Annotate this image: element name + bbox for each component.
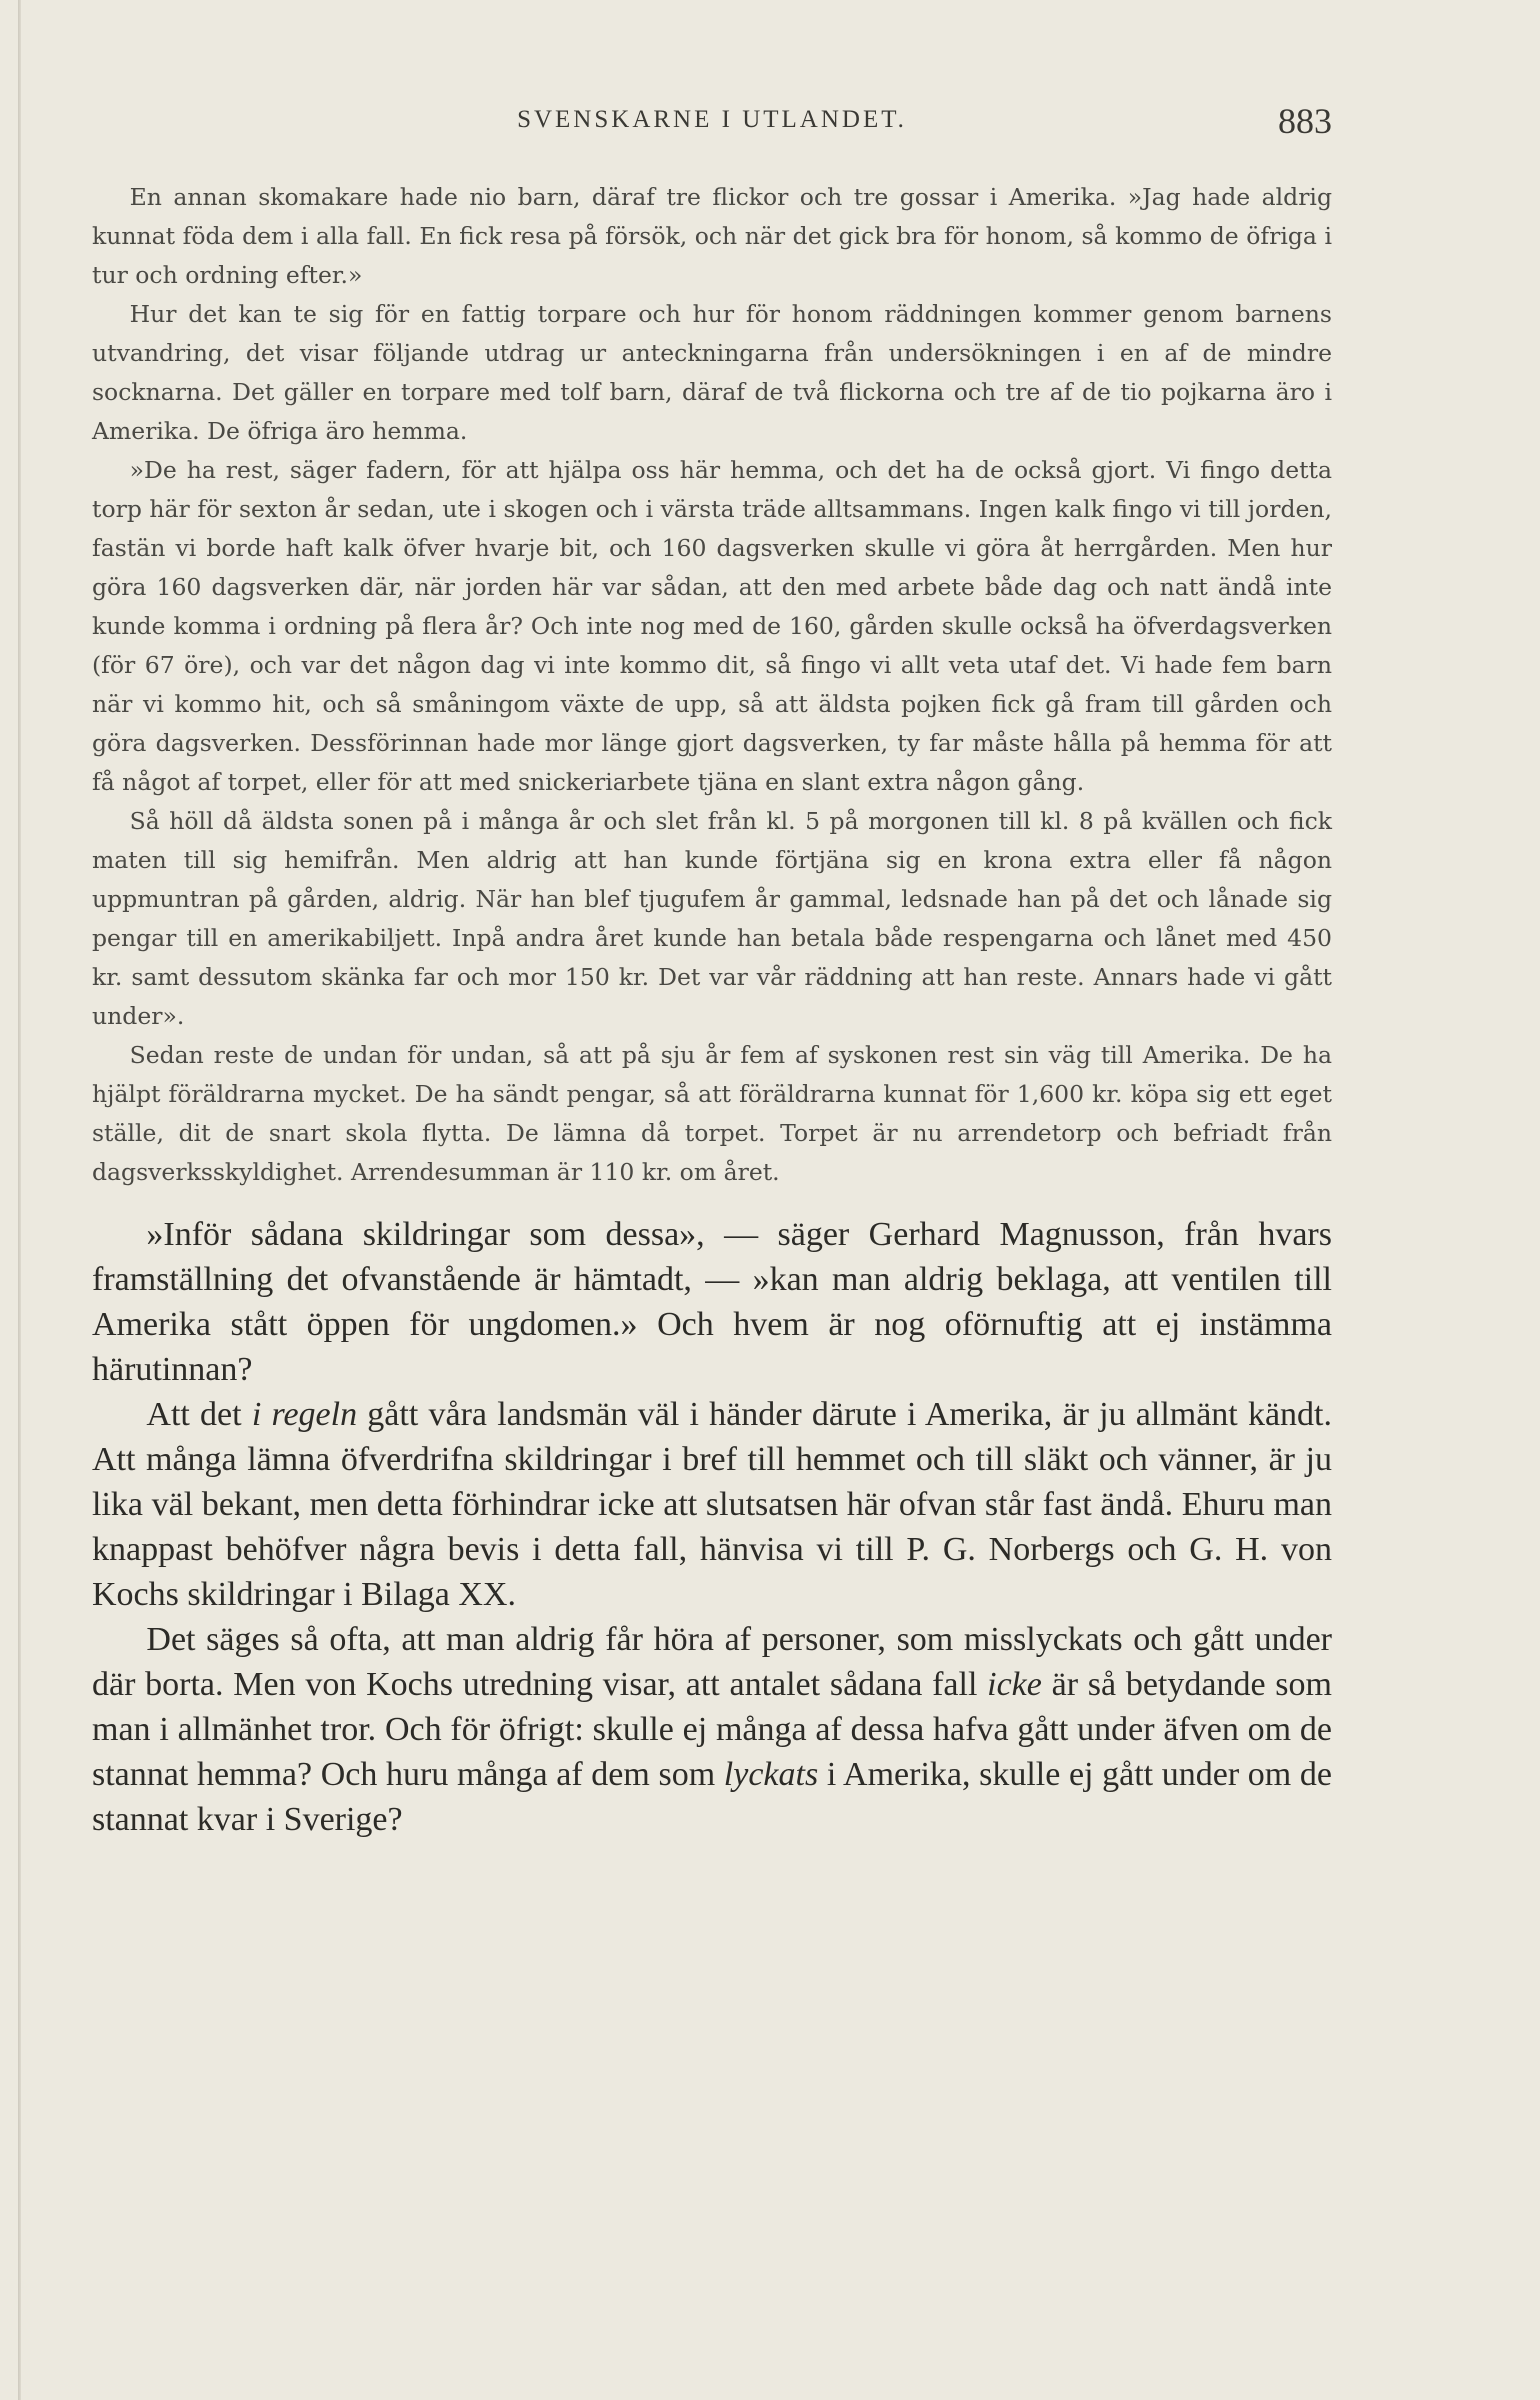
paragraph: En annan skomakare hade nio barn, däraf tre flickor och tre gossar i Amerika. »Jag hade aldrig kunnat föda dem i alla fall. En fick resa på försök, och när det gick bra för honom, så kommo de öfriga i tur och ordning efter.» xyxy=(92,183,1332,289)
text-run: Att det xyxy=(146,1396,252,1433)
paragraph: »Inför sådana skildringar som dessa», — säger Gerhard Magnusson, från hvars framställning det ofvanstående är hämtadt, — »kan man aldrig beklaga, att ventilen till Amerika stått öppen för ungdomen.» Och hvem är nog oförnuftig att ej instämma härutinnan? xyxy=(92,1216,1332,1388)
italic-run: i regeln xyxy=(251,1396,358,1433)
running-head: SVENSKARNE I UTLANDET. xyxy=(517,106,907,133)
body-text xyxy=(92,178,1332,1842)
text-run: Det säges så ofta, att man aldrig får höra af personer, som misslyckats och gått under där borta. Men von Kochs utredning visar, att antalet sådana fall xyxy=(92,1621,1332,1703)
page-header xyxy=(92,100,1332,150)
paragraph: »De ha rest, säger fadern, för att hjälpa oss här hemma, och det ha de också gjort. Vi fingo detta torp här för sexton år sedan, ute i skogen och i värsta träde alltsammans. Ingen kalk fingo vi till jorden, fastän vi borde haft kalk öfver hvarje bit, och 160 dagsverken skulle vi göra åt herrgården. Men hur göra 160 dagsverken där, när jorden här var sådan, att den med arbete både dag och natt ändå inte kunde komma i ordning på flera år? Och inte nog med de 160, gården skulle också ha öfverdagsverken (för 67 öre), och var det någon dag vi inte kommo dit, så fingo vi allt veta utaf det. Vi hade fem barn när vi kommo hit, och så småningom växte de upp, så att äldsta pojken fick gå fram till gården och göra dagsverken. Dessförinnan hade mor länge gjort dagsverken, ty far måste hålla på hemma för att få något af torpet, eller för att med snickeriarbete tjäna en slant extra någon gång. xyxy=(92,456,1332,796)
italic-run: lyckats xyxy=(723,1756,819,1793)
paragraph: Sedan reste de undan för undan, så att på sju år fem af syskonen rest sin väg till Amerika. De ha hjälpt föräldrarna mycket. De ha sändt pengar, så att föräldrarna kunnat för 1,600 kr. köpa sig ett eget ställe, dit de snart skola flytta. De lämna då torpet. Torpet är nu arrendetorp och befriadt från dagsverksskyldighet. Arrendesumman är 110 kr. om året. xyxy=(92,1041,1332,1186)
text-run: är så betydande som man i allmänhet tror. Och för öfrigt: skulle ej många af dessa hafva gått under äfven om de stannat hemma? Och huru många af dem som xyxy=(92,1666,1332,1793)
text-run: i Amerika, skulle ej gått under om de stannat kvar i Sverige? xyxy=(92,1756,1332,1838)
page-number: 883 xyxy=(1278,101,1332,141)
text-run: gått våra landsmän väl i händer därute i Amerika, är ju allmänt kändt. Att många lämna öfverdrifna skildringar i bref till hemmet och till släkt och vänner, är ju lika väl bekant, men detta förhindrar icke att slutsatsen här ofvan står fast ändå. Ehuru man knappast behöfver några bevis i detta fall, hänvisa vi till P. G. Norbergs och G. H. von Kochs skildringar i Bilaga XX. xyxy=(92,1396,1332,1613)
large-print-section xyxy=(92,1212,1332,1842)
paragraph xyxy=(92,1392,1332,1617)
small-print-section xyxy=(92,178,1332,1192)
paragraph xyxy=(92,1617,1332,1842)
italic-run: icke xyxy=(987,1666,1042,1703)
paragraph: Så höll då äldsta sonen på i många år och slet från kl. 5 på morgonen till kl. 8 på kvällen och fick maten till sig hemifrån. Men aldrig att han kunde förtjäna sig en krona extra eller få någon uppmuntran på gården, aldrig. När han blef tjugufem år gammal, ledsnade han på det och lånade sig pengar till en amerikabiljett. Inpå andra året kunde han betala både respengarna och lånet med 450 kr. samt dessutom skänka far och mor 150 kr. Det var vår räddning att han reste. Annars hade vi gått under». xyxy=(92,807,1332,1030)
paragraph: Hur det kan te sig för en fattig torpare och hur för honom räddningen kommer genom barnens utvandring, det visar följande utdrag ur anteckningarna från undersökningen i en af de mindre socknarna. Det gäller en torpare med tolf barn, däraf de två flickorna och tre af de tio pojkarna äro i Amerika. De öfriga äro hemma. xyxy=(92,300,1332,445)
page-edge xyxy=(18,0,21,2400)
